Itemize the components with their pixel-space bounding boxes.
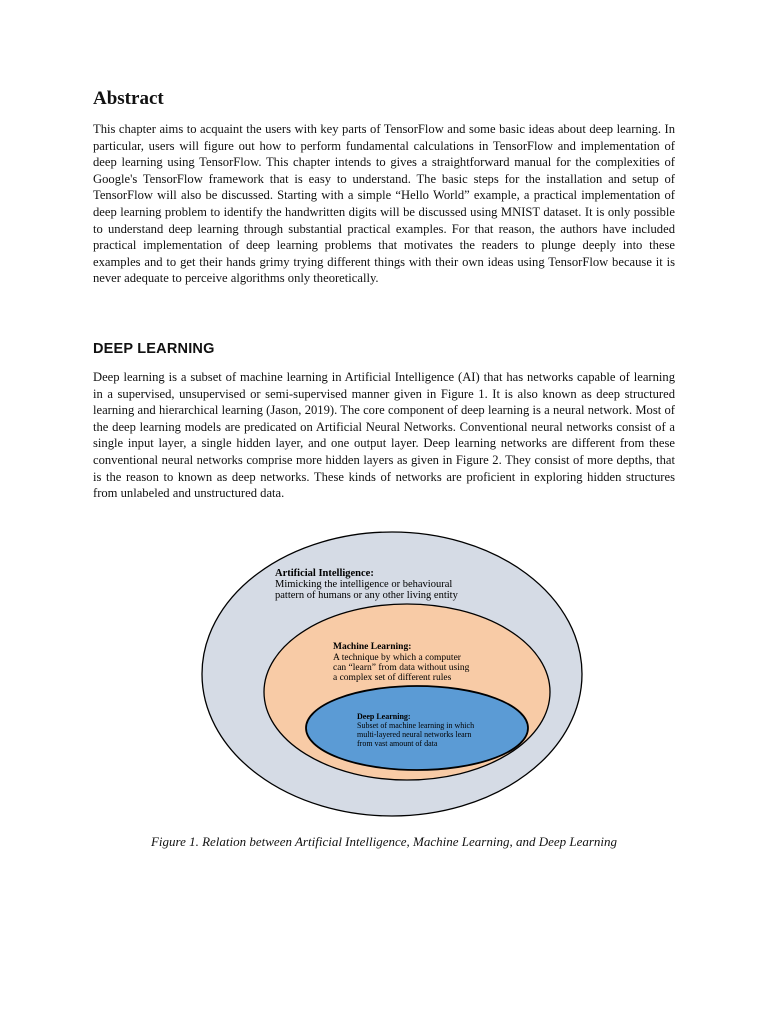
ml-title: Machine Learning:: [333, 642, 412, 652]
ai-title: Artificial Intelligence:: [275, 568, 374, 579]
abstract-heading: Abstract: [93, 88, 164, 109]
figure-1-caption: Figure 1. Relation between Artificial Intelligence, Machine Learning, and Deep Learning: [150, 834, 618, 849]
dl-title: Deep Learning:: [357, 712, 411, 721]
ml-description-line-1: A technique by which a computer: [333, 653, 461, 663]
deep-learning-heading: DEEP LEARNING: [93, 341, 215, 357]
dl-description-line-1: Subset of machine learning in which: [357, 721, 475, 730]
ml-description-line-2: can “learn” from data without using: [333, 663, 470, 673]
abstract-paragraph: This chapter aims to acquaint the users with key parts of TensorFlow and some basic ideas about deep learning. In particular, users will figure out how to perform fundamental calculations in TensorFlow and implementation of deep learning using TensorFlow. This chapter intends to gives a straightforward manual for the complexities of Google's TensorFlow framework that is easy to understand. The basic steps for the installation and setup of TensorFlow will also be discussed. Starting with a simple “Hello World” example, a practical implementation of deep learning problem to identify the handwritten digits will be discussed using MNIST dataset. It is only possible to understand deep learning through substantial practical examples. For that reason, the authors have included practical implementation of deep learning problems that motivates the readers to plunge deeply into these examples and to get their hands grimy trying different things with their own ideas using TensorFlow because it is never adequate to perceive algorithms only theoretically.: [93, 122, 675, 286]
deep-learning-paragraph: Deep learning is a subset of machine learning in Artificial Intelligence (AI) that has networks capable of learning in a supervised, unsupervised or semi-supervised manner given in Figure 1. It is also known as deep structured learning and hierarchical learning (Jason, 2019). The core component of deep learning is a neural network. Most of the deep learning models are predicated on Artificial Neural Networks. Conventional neural networks consist of a single input layer, a single hidden layer, and one output layer. Deep learning networks are different from these conventional neural networks comprise more hidden layers as given in Figure 2. They consist of more depths, that is the reason to known as deep networks. These kinds of networks are proficient in exploring hidden structures from unlabeled and unstructured data.: [93, 370, 675, 501]
venn-diagram-svg: [200, 530, 586, 822]
dl-description-line-3: from vast amount of data: [357, 739, 438, 748]
ml-description-line-3: a complex set of different rules: [333, 673, 452, 683]
ai-description-line-1: Mimicking the intelligence or behavioural: [275, 579, 453, 590]
ai-description-line-2: pattern of humans or any other living entity: [275, 590, 458, 601]
dl-description-line-2: multi-layered neural networks learn: [357, 730, 472, 739]
figure-1-venn-diagram: [200, 530, 586, 822]
